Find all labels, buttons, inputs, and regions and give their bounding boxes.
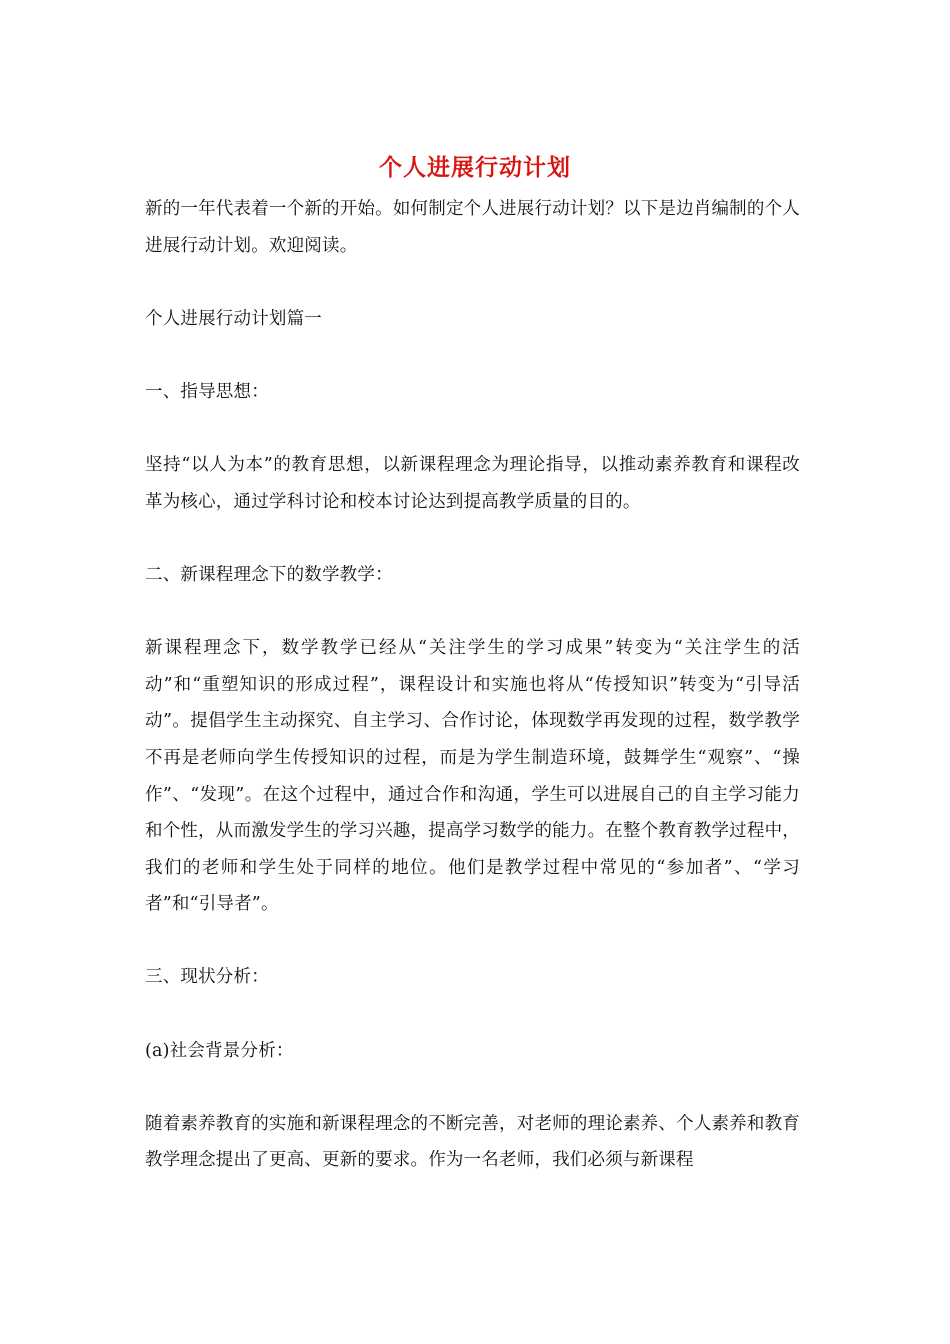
section-heading-guiding-idea: 一、指导思想： bbox=[145, 381, 269, 402]
section-heading-math-teaching: 二、新课程理念下的数学教学： bbox=[145, 564, 393, 585]
document-body bbox=[145, 191, 800, 1179]
social-background-paragraph: 随着素养教育的实施和新课程理念的不断完善，对老师的理论素养、个人素养和教育教学理念提出了更高、更新的要求。作为一名老师，我们必须与新课程 bbox=[145, 1113, 800, 1171]
subsection-heading-social-background: (a)社会背景分析： bbox=[145, 1040, 294, 1061]
document-title: 个人进展行动计划 bbox=[379, 154, 571, 181]
math-teaching-paragraph: 新课程理念下，数学教学已经从“关注学生的学习成果”转变为“关注学生的活动”和“重塑知识的形成过程”，课程设计和实施也将从“传授知识”转变为“引导活动”。提倡学生主动探究、自主学习、合作讨论，体现数学再发现的过程，数学教学不再是老师向学生传授知识的过程，而是为学生制造环境，鼓舞学生“观察”、“操作”、“发现”。在这个过程中，通过合作和沟通，学生可以进展自己的自主学习能力和个性，从而激发学生的学习兴趣，提高学习数学的能力。在整个教育教学过程中，我们的老师和学生处于同样的地位。他们是教学过程中常见的“参加者”、“学习者”和“引导者”。 bbox=[145, 638, 800, 915]
section-heading-plan-one: 个人进展行动计划篇一 bbox=[145, 308, 322, 329]
section-heading-status-analysis: 三、现状分析： bbox=[145, 967, 269, 988]
intro-paragraph: 新的一年代表着一个新的开始。如何制定个人进展行动计划？以下是边肖编制的个人进展行动计划。欢迎阅读。 bbox=[145, 199, 800, 256]
guiding-idea-paragraph: 坚持“以人为本”的教育思想，以新课程理念为理论指导，以推动素养教育和课程改革为核心，通过学科讨论和校本讨论达到提高教学质量的目的。 bbox=[145, 455, 800, 512]
